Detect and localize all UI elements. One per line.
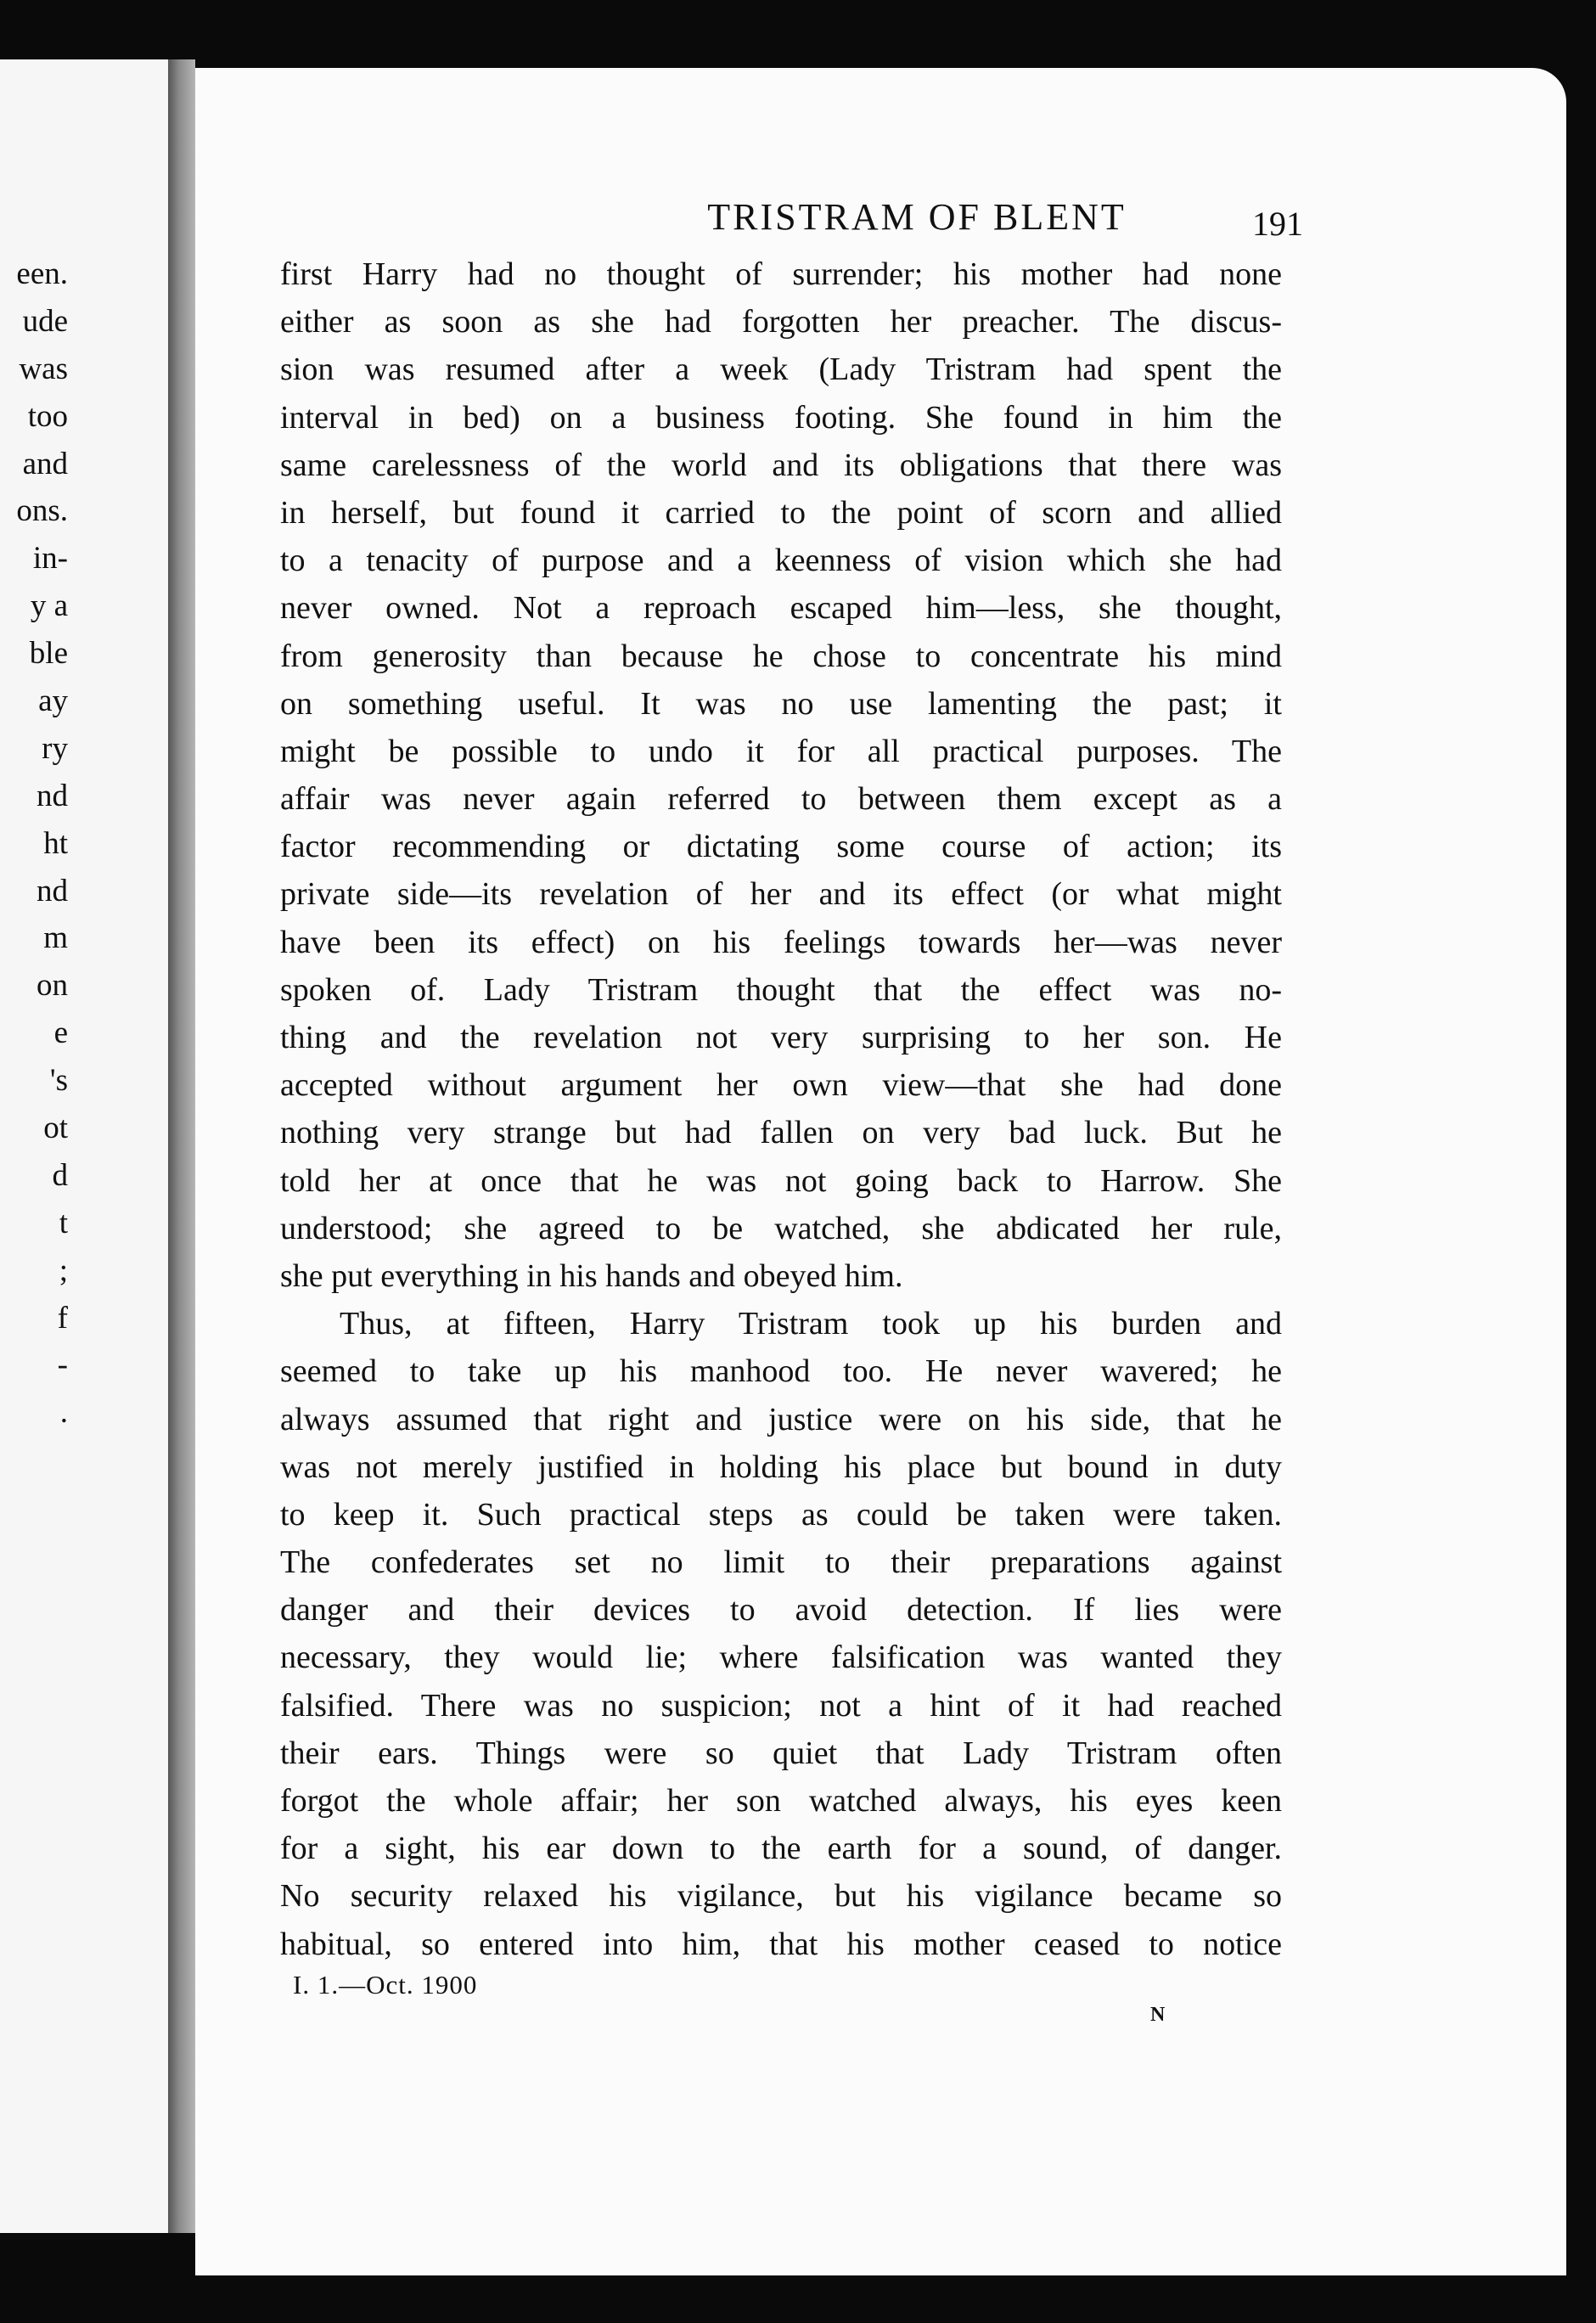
previous-page [0,59,168,2233]
fragment: ons. [16,493,68,529]
text-line: danger and their devices to avoid detection. If lies were [280,1592,1282,1628]
fragment: f [57,1300,68,1336]
text-line: seemed to take up his manhood too. He never wavered; he [280,1353,1282,1390]
text-line: same carelessness of the world and its obligations that there was [280,447,1282,483]
signature-mark: I. 1.—Oct. 1900 [293,1970,478,2000]
previous-page-text [0,250,68,1437]
text-line: affair was never again referred to between them except as a [280,781,1282,818]
text-line: forgot the whole affair; her son watched always, his eyes keen [280,1783,1282,1819]
text-line: have been its effect) on his feelings towards her—was never [280,924,1282,960]
fragment: nd [37,778,68,813]
fragment: too [27,398,68,434]
text-line: first Harry had no thought of surrender; his mother had none [280,256,1282,292]
gathering-mark: N [1150,2004,1166,2026]
fragment: e [53,1015,68,1051]
fragment: and [22,446,68,481]
text-line: habitual, so entered into him, that his mother ceased to notice [280,1926,1282,1962]
fragment: . [59,1395,68,1431]
running-title: TRISTRAM OF BLENT [707,196,1127,238]
fragment: y a [30,588,68,624]
text-line: was not merely justified in holding his place but bound in duty [280,1448,1282,1485]
text-line: understood; she agreed to be watched, she abdicated her rule, [280,1210,1282,1246]
text-line: falsified. There was no suspicion; not a hint of it had reached [280,1687,1282,1724]
text-line: spoken of. Lady Tristram thought that the effect was no- [280,971,1282,1008]
text-line: for a sight, his ear down to the earth for a sound, of danger. [280,1831,1282,1867]
text-line: in herself, but found it carried to the point of scorn and allied [280,494,1282,531]
text-line: sion was resumed after a week (Lady Tristram had spent the [280,352,1282,388]
fragment: on [37,968,68,1004]
text-line: No security relaxed his vigilance, but his vigilance became so [280,1878,1282,1915]
fragment: in- [32,541,68,577]
text-line: Thus, at fifteen, Harry Tristram took up his burden and [340,1306,1282,1342]
fragment: ht [43,825,68,861]
text-line: on something useful. It was no use lamenting the past; it [280,685,1282,722]
fragment: t [59,1205,68,1240]
text-line: private side—its revelation of her and its effect (or what might [280,876,1282,913]
text-line: The confederates set no limit to their preparations against [280,1544,1282,1581]
text-line: told her at once that he was not going back to Harrow. She [280,1162,1282,1199]
fragment: ot [43,1111,68,1146]
body-text [280,250,1282,1968]
book-page [195,68,1566,2275]
text-line: from generosity than because he chose to concentrate his mind [280,638,1282,674]
fragment: ; [59,1252,68,1288]
fragment: ay [38,683,68,719]
text-line: their ears. Things were so quiet that Lady Tristram often [280,1735,1282,1771]
fragment: een. [16,256,68,291]
fragment: m [43,920,68,956]
text-line: always assumed that right and justice were on his side, that he [280,1401,1282,1437]
text-line: never owned. Not a reproach escaped him—less, she thought, [280,590,1282,627]
fragment: nd [37,873,68,908]
fragment: ry [42,730,68,766]
fragment: was [19,351,68,386]
fragment: - [57,1347,68,1383]
fragment: 's [49,1063,68,1099]
text-line: nothing very strange but had fallen on very bad luck. But he [280,1115,1282,1151]
text-line: interval in bed) on a business footing. She found in him the [280,399,1282,436]
text-line: either as soon as she had forgotten her preacher. The discus- [280,304,1282,340]
text-line: necessary, they would lie; where falsification was wanted they [280,1640,1282,1676]
text-line: factor recommending or dictating some course of action; its [280,829,1282,865]
text-line: to a tenacity of purpose and a keenness of vision which she had [280,543,1282,579]
text-line: to keep it. Such practical steps as could be taken were taken. [280,1496,1282,1533]
text-line: might be possible to undo it for all practical purposes. The [280,733,1282,769]
text-line: thing and the revelation not very surprising to her son. He [280,1020,1282,1055]
text-line: she put everything in his hands and obeyed him. [280,1257,903,1294]
book-gutter [168,59,195,2233]
fragment: ble [29,636,68,672]
page-number: 191 [1252,205,1303,243]
text-line: accepted without argument her own view—that she had done [280,1067,1282,1104]
fragment: ude [22,303,68,339]
fragment: d [52,1157,68,1193]
